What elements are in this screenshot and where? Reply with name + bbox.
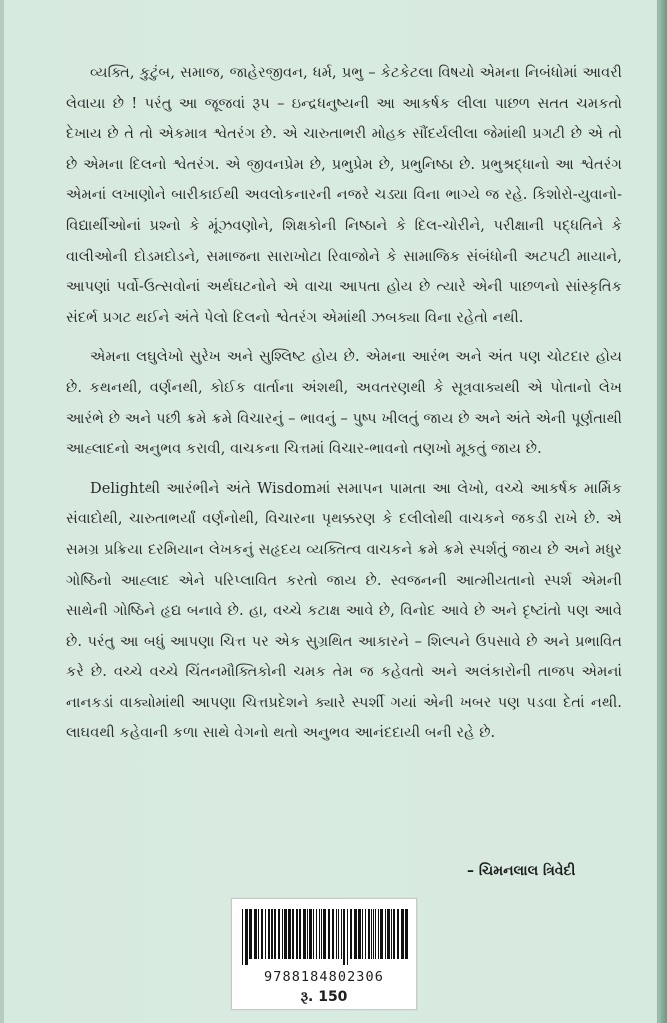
barcode-panel	[231, 898, 417, 1010]
barcode-bar	[271, 909, 273, 959]
barcode-bar	[316, 909, 317, 959]
isbn-number: 9788184802306	[264, 969, 384, 985]
barcode-bar	[313, 909, 314, 959]
barcode-bar	[245, 909, 248, 965]
barcode-bar	[323, 909, 326, 959]
barcode-bar	[391, 909, 392, 959]
barcode-bar	[265, 909, 266, 959]
barcode-bar	[354, 909, 357, 959]
barcode-bar	[292, 909, 294, 959]
barcode-bar	[365, 909, 366, 959]
barcode-bar	[397, 909, 399, 959]
barcode-bar	[288, 909, 291, 959]
barcode-bar	[362, 909, 363, 959]
blurb-text	[66, 58, 622, 758]
barcode-bar	[401, 909, 404, 959]
barcode-bar	[336, 909, 337, 959]
barcode-bar	[371, 909, 372, 959]
barcode-bar	[343, 909, 345, 965]
barcode-bar	[278, 909, 280, 959]
barcode-bar	[332, 909, 334, 959]
barcode-bar	[258, 909, 259, 959]
barcode-bar	[309, 909, 312, 959]
blurb-paragraph-1: વ્યક્તિ, કુટુંબ, સમાજ, જાહેરજીવન, ધર્મ, પ્રભુ – કેટકેટલા વિષયો એમના નિબંધોમાં આવરી લેવાયા છે ! પરંતુ આ જૂજવાં રૂપ – ઇન્દ્રધનુષ્યની આ આકર્ષક લીલા પાછળ સતત ચમકતો દેખાય છે તે તો એકમાત્ર શ્વેતરંગ છે. એ ચારુતાભરી મોહક સૌંદર્યલીલા જેમાંથી પ્રગટી છે એ તો છે એમના દિલનો શ્વેતરંગ. એ જીવનપ્રેમ છે, પ્રભુપ્રેમ છે, પ્રભુનિષ્ઠા છે. પ્રભુશ્રદ્ધાનો આ શ્વેતરંગ એમનાં લખાણોને બારીકાઈથી અવલોકનારની નજરે ચડ્યા વિના ભાગ્યે જ રહે. કિશોરો-યુવાનો-વિદ્યાર્થીઓનાં પ્રશ્નો કે મૂંઝવણોને, શિક્ષકોની નિષ્ઠાને કે દિલ-ચોરીને, પરીક્ષાની પદ્ધતિને કે વાલીઓની દોડમદોડને, સમાજના સારાખોટા રિવાજોને કે સામાજિક સંબંધોની અટપટી માયાને, આપણાં પર્વો-ઉત્સવોનાં અર્થઘટનોને એ વાચા આપતા હોય છે ત્યારે એની પાછળનો સાંસ્કૃતિક સંદર્ભ પ્રગટ થઈને અંતે પેલો દિલનો શ્વેતરંગ એમાંથી ઝબક્યા વિના રહેતો નથી.	[66, 64, 622, 326]
cover-left-edge	[0, 0, 4, 1023]
barcode-bar	[242, 909, 243, 965]
barcode-bar	[274, 909, 276, 959]
barcode-bar	[358, 909, 361, 959]
barcode-bar	[254, 909, 257, 959]
barcode-bar	[249, 909, 252, 959]
barcode-bar	[393, 909, 395, 959]
cover-right-edge	[657, 0, 667, 1023]
barcode-bar	[368, 909, 370, 959]
barcode-bar	[378, 909, 379, 959]
barcode-bar	[261, 909, 263, 959]
barcode-bar	[299, 909, 301, 959]
barcode-bar	[321, 909, 322, 959]
barcode-bar	[307, 909, 308, 959]
isbn-barcode	[240, 909, 408, 965]
barcode-bar	[380, 909, 383, 959]
blurb-paragraph-2: એમના લઘુલેખો સુરેખ અને સુશ્લિષ્ટ હોય છે. એમના આરંભ અને અંત પણ ચોટદાર હોય છે. કથનથી, વર્ણનથી, કોઈક વાર્તાના અંશથી, અવતરણથી કે સૂત્રવાક્યથી એ પોતાનો લેખ આરંભે છે અને પછી ક્રમે ક્રમે વિચારનું – ભાવનું – પુષ્પ ખીલતું જાય છે અને અંતે એની પૂર્ણતાથી આહ્લાદનો અનુભવ કરાવી, વાચકના ચિત્તમાં વિચાર-ભાવનો તણખો મૂકતું જાય છે.	[66, 348, 622, 458]
barcode-bar	[328, 909, 330, 959]
barcode-bar	[319, 909, 320, 959]
author-signature: – ચિમનલાલ ત્રિવેદી	[467, 863, 576, 879]
barcode-bar	[350, 909, 352, 959]
barcode-bar	[385, 909, 386, 959]
blurb-paragraph-3: Delightથી આરંભીને અંતે Wisdomમાં સમાપન પામતા આ લેખો, વચ્ચે આકર્ષક માર્મિક સંવાદોથી, ચારુતાભર્યાં વર્ણનોથી, વિચારના પૃથક્કરણ કે દલીલોથી વાચકને જકડી રાખે છે. એ સમગ્ર પ્રક્રિયા દરમિયાન લેખકનું સહૃદય વ્યક્તિત્વ વાચકને ક્રમે ક્રમે સ્પર્શતું જાય છે અને મધુર ગોષ્ઠિનો આહ્લાદ એને પરિપ્લાવિત કરતો જાય છે. સ્વજનની આત્મીયતાનો સ્પર્શ એમની સાથેની ગોષ્ઠિને હૃદ્ય બનાવે છે. હા, વચ્ચે કટાક્ષ આવે છે, વિનોદ આવે છે અને દૃષ્ટાંતો પણ આવે છે. પરંતુ આ બધું આપણા ચિત્ત પર એક સુગ્રથિત આકારને – શિલ્પને ઉપસાવે છે અને પ્રભાવિત કરે છે. વચ્ચે વચ્ચે ચિંતનમૌક્તિકોની ચમક તેમ જ કહેવતો અને અલંકારોની તાજપ એમનાં નાનકડાં વાક્યોમાંથી આપણા ચિત્તપ્રદેશને ક્યારે સ્પર્શી ગયાં એની ખબર પણ પડવા દેતાં નથી. લાઘવથી કહેવાની કળા સાથે વેગનો થતો અનુભવ આનંદદાયી બની રહે છે.	[66, 479, 622, 742]
barcode-bar	[375, 909, 376, 959]
barcode-bar	[373, 909, 374, 959]
barcode-bar	[303, 909, 306, 959]
barcode-bar	[296, 909, 298, 959]
barcode-bar	[282, 909, 283, 959]
barcode-bar	[341, 909, 342, 959]
barcode-bar	[347, 909, 348, 965]
barcode-bar	[387, 909, 390, 959]
barcode-bar	[284, 909, 287, 959]
barcode-bar	[405, 909, 408, 959]
price-label: રૂ. 150	[300, 989, 348, 1005]
barcode-bar	[338, 909, 339, 959]
barcode-bar	[268, 909, 270, 959]
